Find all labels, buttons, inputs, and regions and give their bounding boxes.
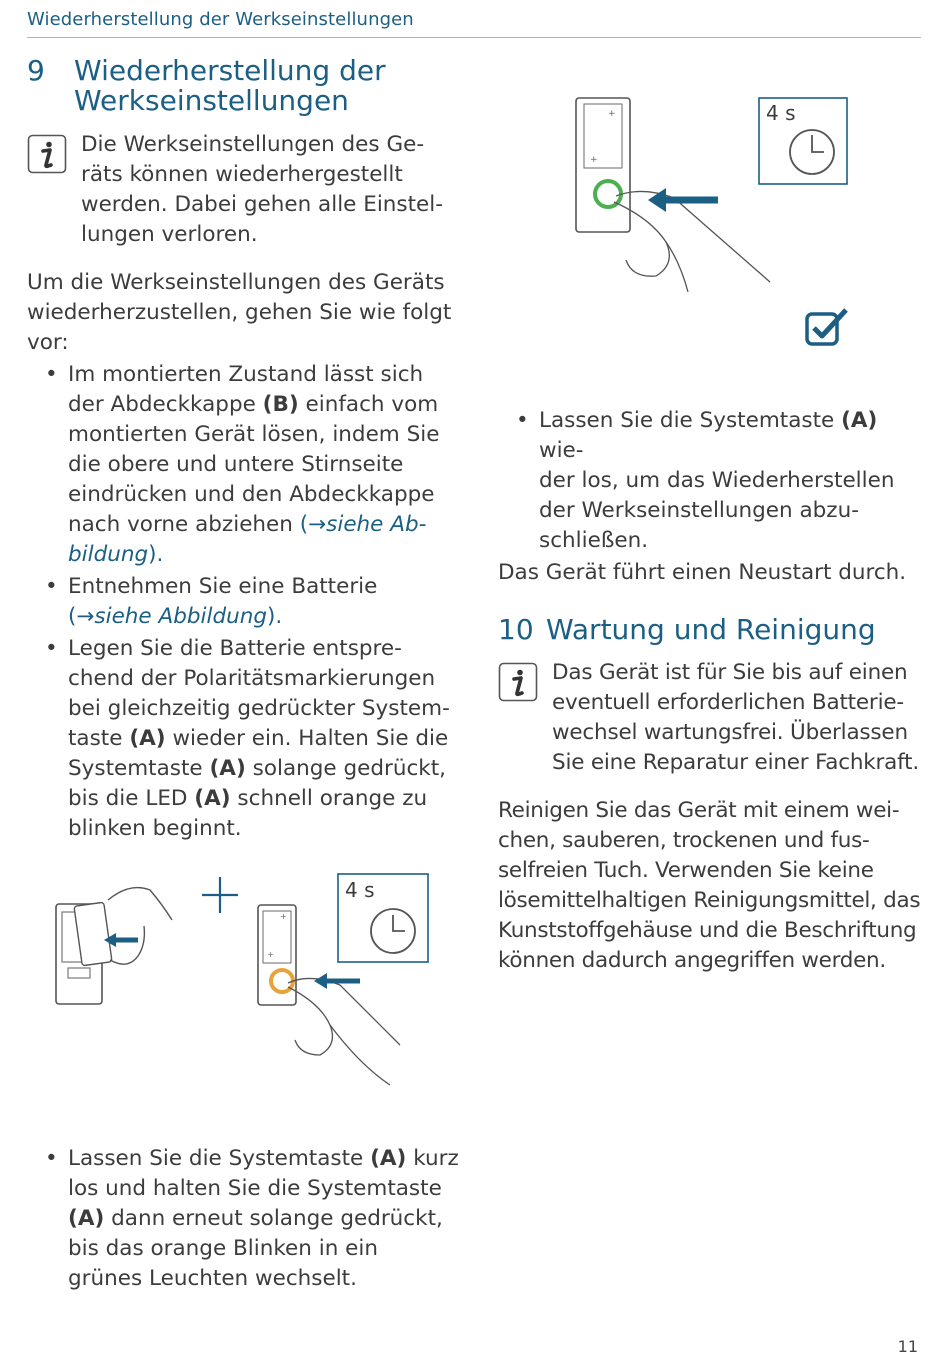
- list-item: • Lassen Sie die Systemtaste (A) kurz los und halten Sie die Systemtaste (A) dann erneut solange gedrückt, bis das orange Blinken in ein grünes Leuchten wechselt.: [27, 1144, 467, 1294]
- svg-text:+: +: [267, 950, 274, 959]
- page-number: 11: [897, 1337, 918, 1356]
- note-text: Das Gerät ist für Sie bis auf einen eventuell erforderlichen Batterie- wechsel wartungsfrei. Überlassen Sie eine Reparatur einer Fachkraft.: [552, 660, 920, 775]
- section-number: 10: [498, 613, 534, 646]
- list-item: • Im montierten Zustand lässt sich der Abdeckkappe (B) einfach vom montierten Gerät lösen, indem Sie die obere und untere Stirnseite eindrücken und den Abdeckkappe nach vorne abziehen (→siehe Ab- bildung).: [27, 360, 457, 570]
- plus-icon: [200, 875, 240, 915]
- figure-reference-link[interactable]: siehe Ab-: [326, 512, 427, 537]
- left-column: [27, 50, 457, 846]
- section-title: Wartung und Reinigung: [546, 613, 876, 646]
- cleaning-paragraph: Reinigen Sie das Gerät mit einem wei- chen, sauberen, trockenen und fus- selfreien Tuch. Verwenden Sie keine lösemittelhaltigen Reinigungsmittel, das Kunststoffgehäuse und die Beschriftung können dadurch angegriffen werden.: [498, 798, 921, 973]
- svg-text:+: +: [590, 155, 598, 165]
- info-note: [498, 658, 928, 778]
- section-10-heading: [498, 614, 928, 646]
- info-icon: [27, 134, 67, 174]
- intro-paragraph: Um die Werkseinstellungen des Geräts wiederherzustellen, gehen Sie wie folgt vor:: [27, 270, 452, 355]
- list-item: • Lassen Sie die Systemtaste (A) wie- der los, um das Wiederherstellen der Werkseinstellungen abzu- schließen.: [498, 406, 928, 556]
- steps-list-final: [498, 406, 928, 558]
- section-9-heading: [27, 56, 457, 116]
- timer-label: 4 s: [766, 101, 796, 125]
- figure-reference-link[interactable]: siehe Abbildung: [94, 604, 267, 629]
- battery-insert-illustration: [50, 880, 190, 1010]
- steps-list: [27, 360, 457, 844]
- note-text: Die Werkseinstellungen des Ge- räts können wiederhergestellt werden. Dabei gehen alle Einstel- lungen verloren.: [81, 132, 444, 247]
- svg-text:+: +: [280, 912, 287, 921]
- info-note: [27, 130, 457, 250]
- checkbox-check-icon: [804, 308, 850, 348]
- svg-text:+: +: [608, 109, 616, 119]
- info-icon: [498, 662, 538, 702]
- section-10: [498, 614, 928, 976]
- timer-label: 4 s: [345, 878, 375, 902]
- list-item: • Entnehmen Sie eine Batterie (→siehe Abbildung).: [27, 572, 457, 632]
- restart-text: Das Gerät führt einen Neustart durch.: [498, 560, 907, 585]
- press-button-green-illustration: [570, 92, 780, 292]
- running-header: Wiederherstellung der Werkseinstellungen: [27, 9, 414, 30]
- list-item: • Legen Sie die Batterie entspre- chend der Polaritätsmarkierungen bei gleichzeitig gedrückter System- taste (A) wieder ein. Halten Sie die Systemtaste (A) solange gedrückt, bis die LED (A) schnell orange zu blinken beginnt.: [27, 634, 457, 844]
- section-title: Wiederherstellung der Werkseinstellungen: [74, 54, 386, 117]
- steps-list-continued: [27, 1144, 467, 1296]
- section-number: 9: [27, 54, 45, 87]
- header-divider: [27, 37, 921, 38]
